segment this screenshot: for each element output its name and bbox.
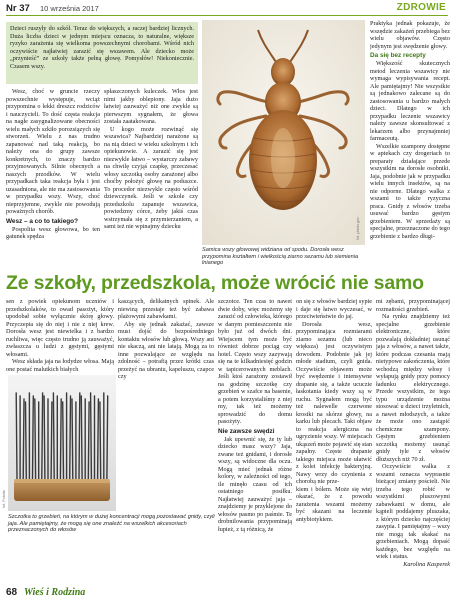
intro-lead: Dzieci ruszyły do szkół. Teraz do większych, a raczej bardziej licznych. Duża liczba dzieci w jednym miejscu oznacza, to naturalne, większe ryzyko zarażenia się wielkoma powszechnymi chorobami. Wśród nich oczywiście najłatwiej zarazić się wszawem. Ale dziecko może „przynieść” ze szkoły także pełną głowę. Pomysłów! Niekoniecznie. Czasem wszy.	[6, 22, 198, 84]
article-column-6	[218, 298, 292, 580]
magazine-name: Wieś i Rodzina	[24, 587, 86, 598]
paragraph: Oczywiście walka z wszami oznacza wyprasnie bieżącej zmiany pościeli. Nie trzeba tego robić w wszystkimi pluszowymi zabawkami w domu, ale kąpieli poddajemy pluszaka, z którym dziecko najczęściej zasypia. I pamiętajmy – wszy nie mogą tak skakać na grzebieniach. Mogą dopaść każdego, bez względu na wiek i status.	[376, 463, 450, 560]
paragraph: Wszelkie szampony dostępne w aptekach czy drogeriach to preparaty działające przede wszystkim na dorosłe osobniki. Jaja, podobnie jak w przypadku wielu innych insektów, są na nie odporne. Dlatego walka z wszami to także ryzyczna praca. Gnidy z włosów trzeba usuwać bardzo gęstym grzebieniem. W sprzedaży są specjalne, przeznaczone do tego grzebienie z bardzo długi-	[370, 142, 450, 240]
author-signature: Karolina Kasperek	[403, 560, 450, 568]
photo-credit: fot. photo.gov	[356, 216, 360, 240]
paragraph: Wesz, choć w gruncie rzeczy powszechnie występuje, wciąż przypomina o lekki dreszcz rodziców i nauczycieli. To dość częsta reakcja na nagłe zasygnalizowane obecności wielu małych szkiło porozsiązych się stworzeń. Wielu z nas trudno zapanować nad taką reakcją, bo należy ona do grupy zawsze konkretnych, to znaczy bardzo przyjmowanych. Silnie obecnych a naszych przodków. W wielu przypadkach taka reakcja była i jest uzasadniona, ale nie ma zastosowania w przypadku wszy. Wszy, choć nieprzyjemne, zwykle nie powodują poważnych chorób.	[6, 88, 100, 215]
paragraph: Jak upewnić się, że ty lub dziecko masz wszy? Jaja, zwane też gnidami, i dorosłe wszy, są widoczne dla oczu. Mogą mieć jednak różne kolory, w zależności od tego, ile minęło czasu od ich ostatniego posiłku. Najłatwiej zauważyć jaja – znajdziemy je przyklejone do włosów pasmo po paśmie. Te drobnilowania przypominają łupież, z tą różnicą, że	[218, 435, 292, 533]
article-column-2	[104, 88, 198, 268]
paragraph: Aby się jednak zakażać, zawsze musi dojść do bezpośredniego kontaktu włosów lub głową. Wszy ani nie skaczą, ani nie latają. Mogą za to inne pozwalające ze względu na zdolność – potrafią przez krótki czas przeżyć na ubraniu, kapeluszu, czapce czy	[118, 320, 214, 380]
article-column-7	[296, 298, 372, 580]
article-column-3	[370, 20, 450, 270]
paragraph: sen z powiek opiekunom uczniów i przedszkolaków, to owad pasożyt, który upodobał sobie wyłącznie skórę głowy. Przyczepia się do niej i nie z niej krew. Dorosła wesz jest niewielka i z bardzo ruchliwa, więc często trudno ją zauważyć, zwłaszcza u ludzi z gęstymi, gęstymi włosami.	[6, 298, 114, 358]
photo-credit: fot. Fotolia	[2, 490, 6, 508]
paragraph: U kogo może rozwinąć się wszawica? Najbardziej narażone są na nią dzieci w wieku szkolnym i ich opiekunowie. A zarazić się jest niezwykle łatwo – wystarczy zabawy na chwilę czyjąś czapkę, przeczesać włosy szczotką osoby zarażonej albo choćby położyć głowę na poduszce. To procedor niezwykle często wśród dziewczynek. Jeśli w szkole czy przedszkolu zapanuje wszawica, powiedzmy córce, żeby jakiś czas wstrzymała się z przymierzaniem, a sami też nie wpinajmy dziecku	[104, 125, 198, 230]
louse-photo	[202, 20, 365, 245]
issue-date: 10 września 2017	[40, 4, 99, 13]
article-column-4	[6, 298, 114, 373]
paragraph: on się z włosów bardziej sypie i daje się łatwo wyczesać, w przeciwieństwie do jaj.	[296, 298, 372, 320]
subheading: Nie zawsze swędzi	[218, 427, 275, 435]
subheading: Da się bez recepty	[370, 52, 426, 59]
header-divider	[6, 15, 448, 16]
paragraph: Dorosła wesz, przypominająca rozmiarami ziarno sezamu (lub nieco większa) jest oczywistym dowodem. Podobnie jak jej młode stadium, czyli gnida. Oczywiście objawem może być swędzenie i intensywne drapanie się, a także ucuczie łaskotania kiedy wszy są w ruchu. Sygnałem mogą być też nalewelle czerwone krostki na skórze głowy, na karku lub plecach. Taki objaw to reakcja alergiczna na ugryzienie wszy. W miejscach ukąszeń może pojawić się stan zapalny. Częste drapanie takiego miejsca może ułatwić z kolei infekcję bakteryjną. Nawy wrzy do czynienia z chorobą nie prze-	[296, 320, 372, 485]
paragraph: spłaszczonych kuleczek. Włos jest nimi jakby oblepiony. Jaja dużo łatwiej zauważyć niż one zwykle są pierwszym sygnałem, że głowa została zaatakowana.	[104, 88, 198, 125]
article-column-8	[376, 298, 450, 580]
comb-caption: Szczotka to grzebień, na którym w dużej koncentracji mogą pozostawać gnidy, czyli jaja. Ale pamiętajmy, że mogą się one znaleźć na wszelkich akcesoriach przeznaczonych do włosów	[8, 514, 215, 534]
section-title: ZDROWIE	[396, 2, 446, 13]
louse-illustration	[202, 20, 365, 245]
paragraph: mi zębami, przypominającej rozmaitości grzebień.	[376, 298, 450, 313]
subheading: Wesz – a co to takiego?	[6, 217, 78, 225]
page-number: 68	[6, 587, 18, 598]
paragraph: Większość skutecznych metod leczenia wszawicy nie wymaga wypisywania recept. Ale pamiętajmy! Nie wszystkie są jednakowo zalecane są do zastosowania u bardzo małych dzieci. Dlatego w ich przypadku leczenie wszawicy należy zawsze skonsultować z lekarzem albo przynajmniej farmaceutą.	[370, 60, 450, 142]
paragraph: kiem i bólem. Może się wtej okazać, że z powodu zarażenia wszami możemy być skazani na leczenie antybiotykiem.	[296, 485, 372, 523]
page-header	[0, 0, 454, 18]
paragraph: szczotce. Ten czas to nawet dwie doby, więc możemy się zarazić od człowieka, którego w danym pomieszczeniu nie było już od dwóch dni. Wiejscem tym może być również dobrze pociąg czy hotel. Często wszy zazywają się na te kilkadniesięć godzin w tapicerowanych meblach. Jeśli ktoś zarażony zostawił na godzinę szczotkę czy grzebień w szafce na basenie, a potem korzystaliśmy z niej my, tak też możemy sprowadzić do domu pasożyty.	[218, 298, 292, 425]
paragraph: Na rynku znajdziemy też specjalne grzebienie elektroniczne, które pozwalają dokładniej usunąć jaja z włosów, a nawet także, które podczas czesania mają nietypowe zakończenia, które wchodzą między włosy i wyłapują gnidy przy pomocy ładunku elektrycznego. Przede wszystkim, że tego typu urządzenie można stosować u dzieci trzyletnich, a nawet młodszych, a także że może ono zastąpić chemiczne szampony. Gęstym grzebieniem szczotką możemy usunąć gnidy tyle z włosów dłuższych niż 70 zł.	[376, 313, 450, 463]
article-column-5	[118, 298, 214, 382]
paragraph: Pospolita wesz głowowa, bo ten gatunek spędza	[6, 225, 100, 240]
article-headline: Ze szkoły, przedszkola, może wrócić nie samo	[6, 272, 424, 294]
paragraph: kaszących, delikatnych spinek. Ale niewiną przestaje też być zabawa plażowymi zabawkami.	[118, 298, 214, 320]
comb-illustration	[8, 375, 116, 511]
paragraph: Praktyka jednak pokazuje, że wszędzie zakażeń przebiega bez wielu objawów. Często jedynym jest swędzenie głowy.	[370, 20, 450, 50]
page-footer	[0, 585, 454, 600]
paragraph: Wesz składa jaja na łodydze włosa. Mają one postać malutkich białych	[6, 358, 114, 373]
article-column-1	[6, 88, 100, 268]
issue-number: Nr 37	[6, 3, 30, 14]
comb-photo	[8, 375, 116, 511]
louse-caption: Samica wszy głowowej widziana od spodu. Dorosła wesz przypomina kształtem i wielkością ziarno sezamu lub siemienia lnianego	[202, 247, 359, 267]
